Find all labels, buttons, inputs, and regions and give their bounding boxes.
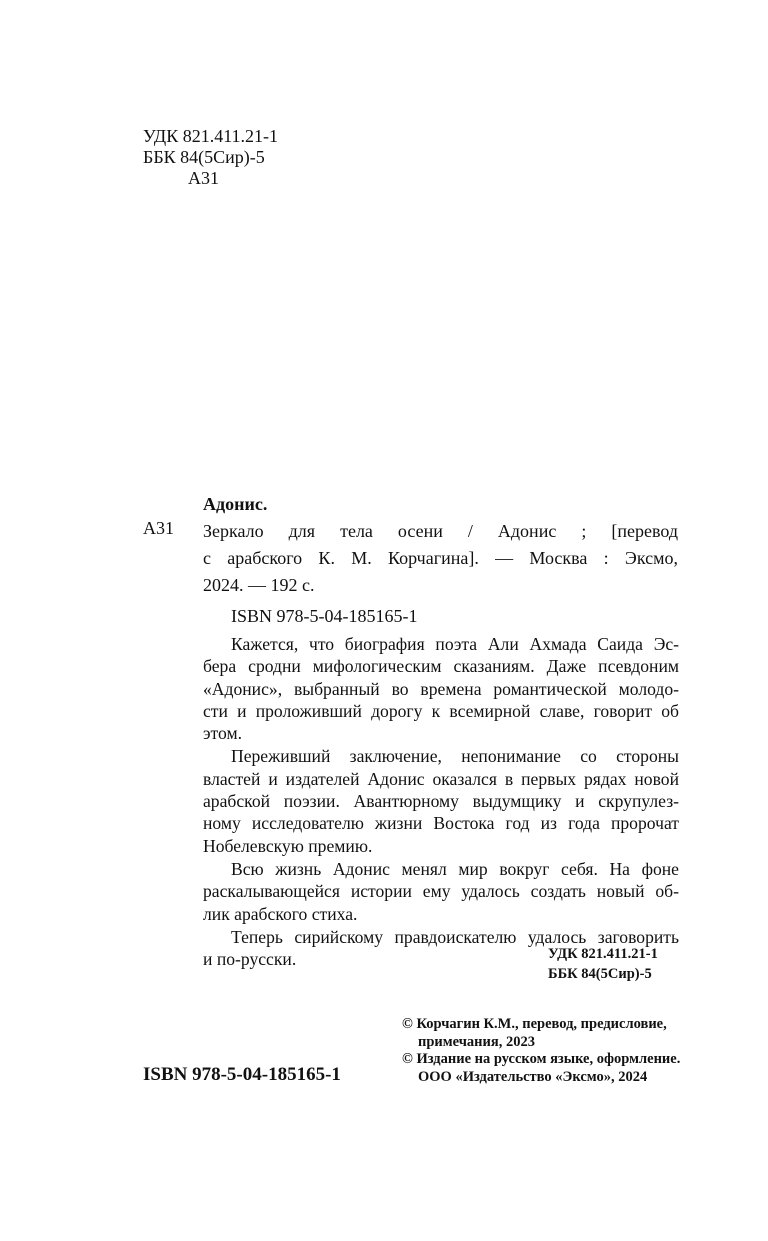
abstract-line: Кажется, что биография поэта Али Ахмада Саида Эс- (231, 634, 679, 654)
citation-line: с арабского К. М. Корчагина]. — Москва : Эксмо, (203, 548, 678, 568)
copyright-line: © Издание на русском языке, оформление. (402, 1051, 681, 1067)
abstract-line: ному исследователю жизни Востока год из года пророчат (203, 813, 679, 834)
abstract-line: бера сродни мифологическим сказаниям. Даже псевдоним (203, 656, 679, 677)
abstract-line: и по-русски. (203, 949, 297, 970)
copyright-block (402, 1016, 680, 1086)
abstract-line: Переживший заключение, непонимание со стороны (231, 746, 679, 767)
footer-isbn: ISBN 978-5-04-185165-1 (143, 1064, 341, 1085)
abstract-line: лик арабского стиха. (203, 903, 358, 924)
citation-line: Зеркало для тела осени / Адонис ; [перевод (203, 521, 678, 541)
author-sign: А31 (188, 168, 219, 188)
top-classification-codes (143, 126, 278, 189)
abstract-paragraph (203, 858, 679, 925)
footer-udk-code: УДК 821.411.21-1 (548, 946, 658, 962)
abstract-paragraph (203, 745, 679, 856)
bbk-code: ББК 84(5Сир)-5 (143, 147, 265, 167)
copyright-line: примечания, 2023 (418, 1033, 535, 1050)
catalog-author-sign: А31 (143, 518, 174, 538)
abstract-line: Нобелевскую премию. (203, 835, 373, 856)
abstract-paragraph (203, 633, 679, 744)
citation-line: 2024. — 192 с. (203, 575, 315, 595)
udk-code: УДК 821.411.21-1 (143, 126, 279, 146)
abstract-line: Теперь сирийскому правдоискателю удалось заговорить (231, 926, 679, 947)
abstract-line: «Адонис», выбранный во времена романтической молодо- (203, 678, 679, 699)
abstract-line: властей и издателей Адонис оказался в первых рядах новой (203, 768, 679, 789)
footer-classification-codes (548, 944, 658, 984)
author-name: Адонис. (203, 494, 268, 514)
copyright-line: ООО «Издательство «Эксмо», 2024 (418, 1068, 648, 1085)
abstract-line: этом. (203, 723, 243, 744)
abstract-line: арабской поэзии. Авантюрному выдумщику и скрупулез- (203, 791, 679, 812)
isbn-line: ISBN 978-5-04-185165-1 (231, 606, 418, 626)
abstract-line: Всю жизнь Адонис менял мир вокруг себя. На фоне (231, 858, 679, 879)
abstract-line: раскалывающейся истории ему удалось создать новый об- (203, 881, 679, 902)
abstract-line: сти и проложивший дорогу к всемирной славе, говорит об (203, 700, 679, 721)
bibliographic-citation (203, 518, 678, 599)
footer-bbk-code: ББК 84(5Сир)-5 (548, 966, 652, 982)
copyright-line: © Корчагин К.М., перевод, предисловие, (402, 1016, 667, 1032)
abstract (203, 633, 679, 971)
